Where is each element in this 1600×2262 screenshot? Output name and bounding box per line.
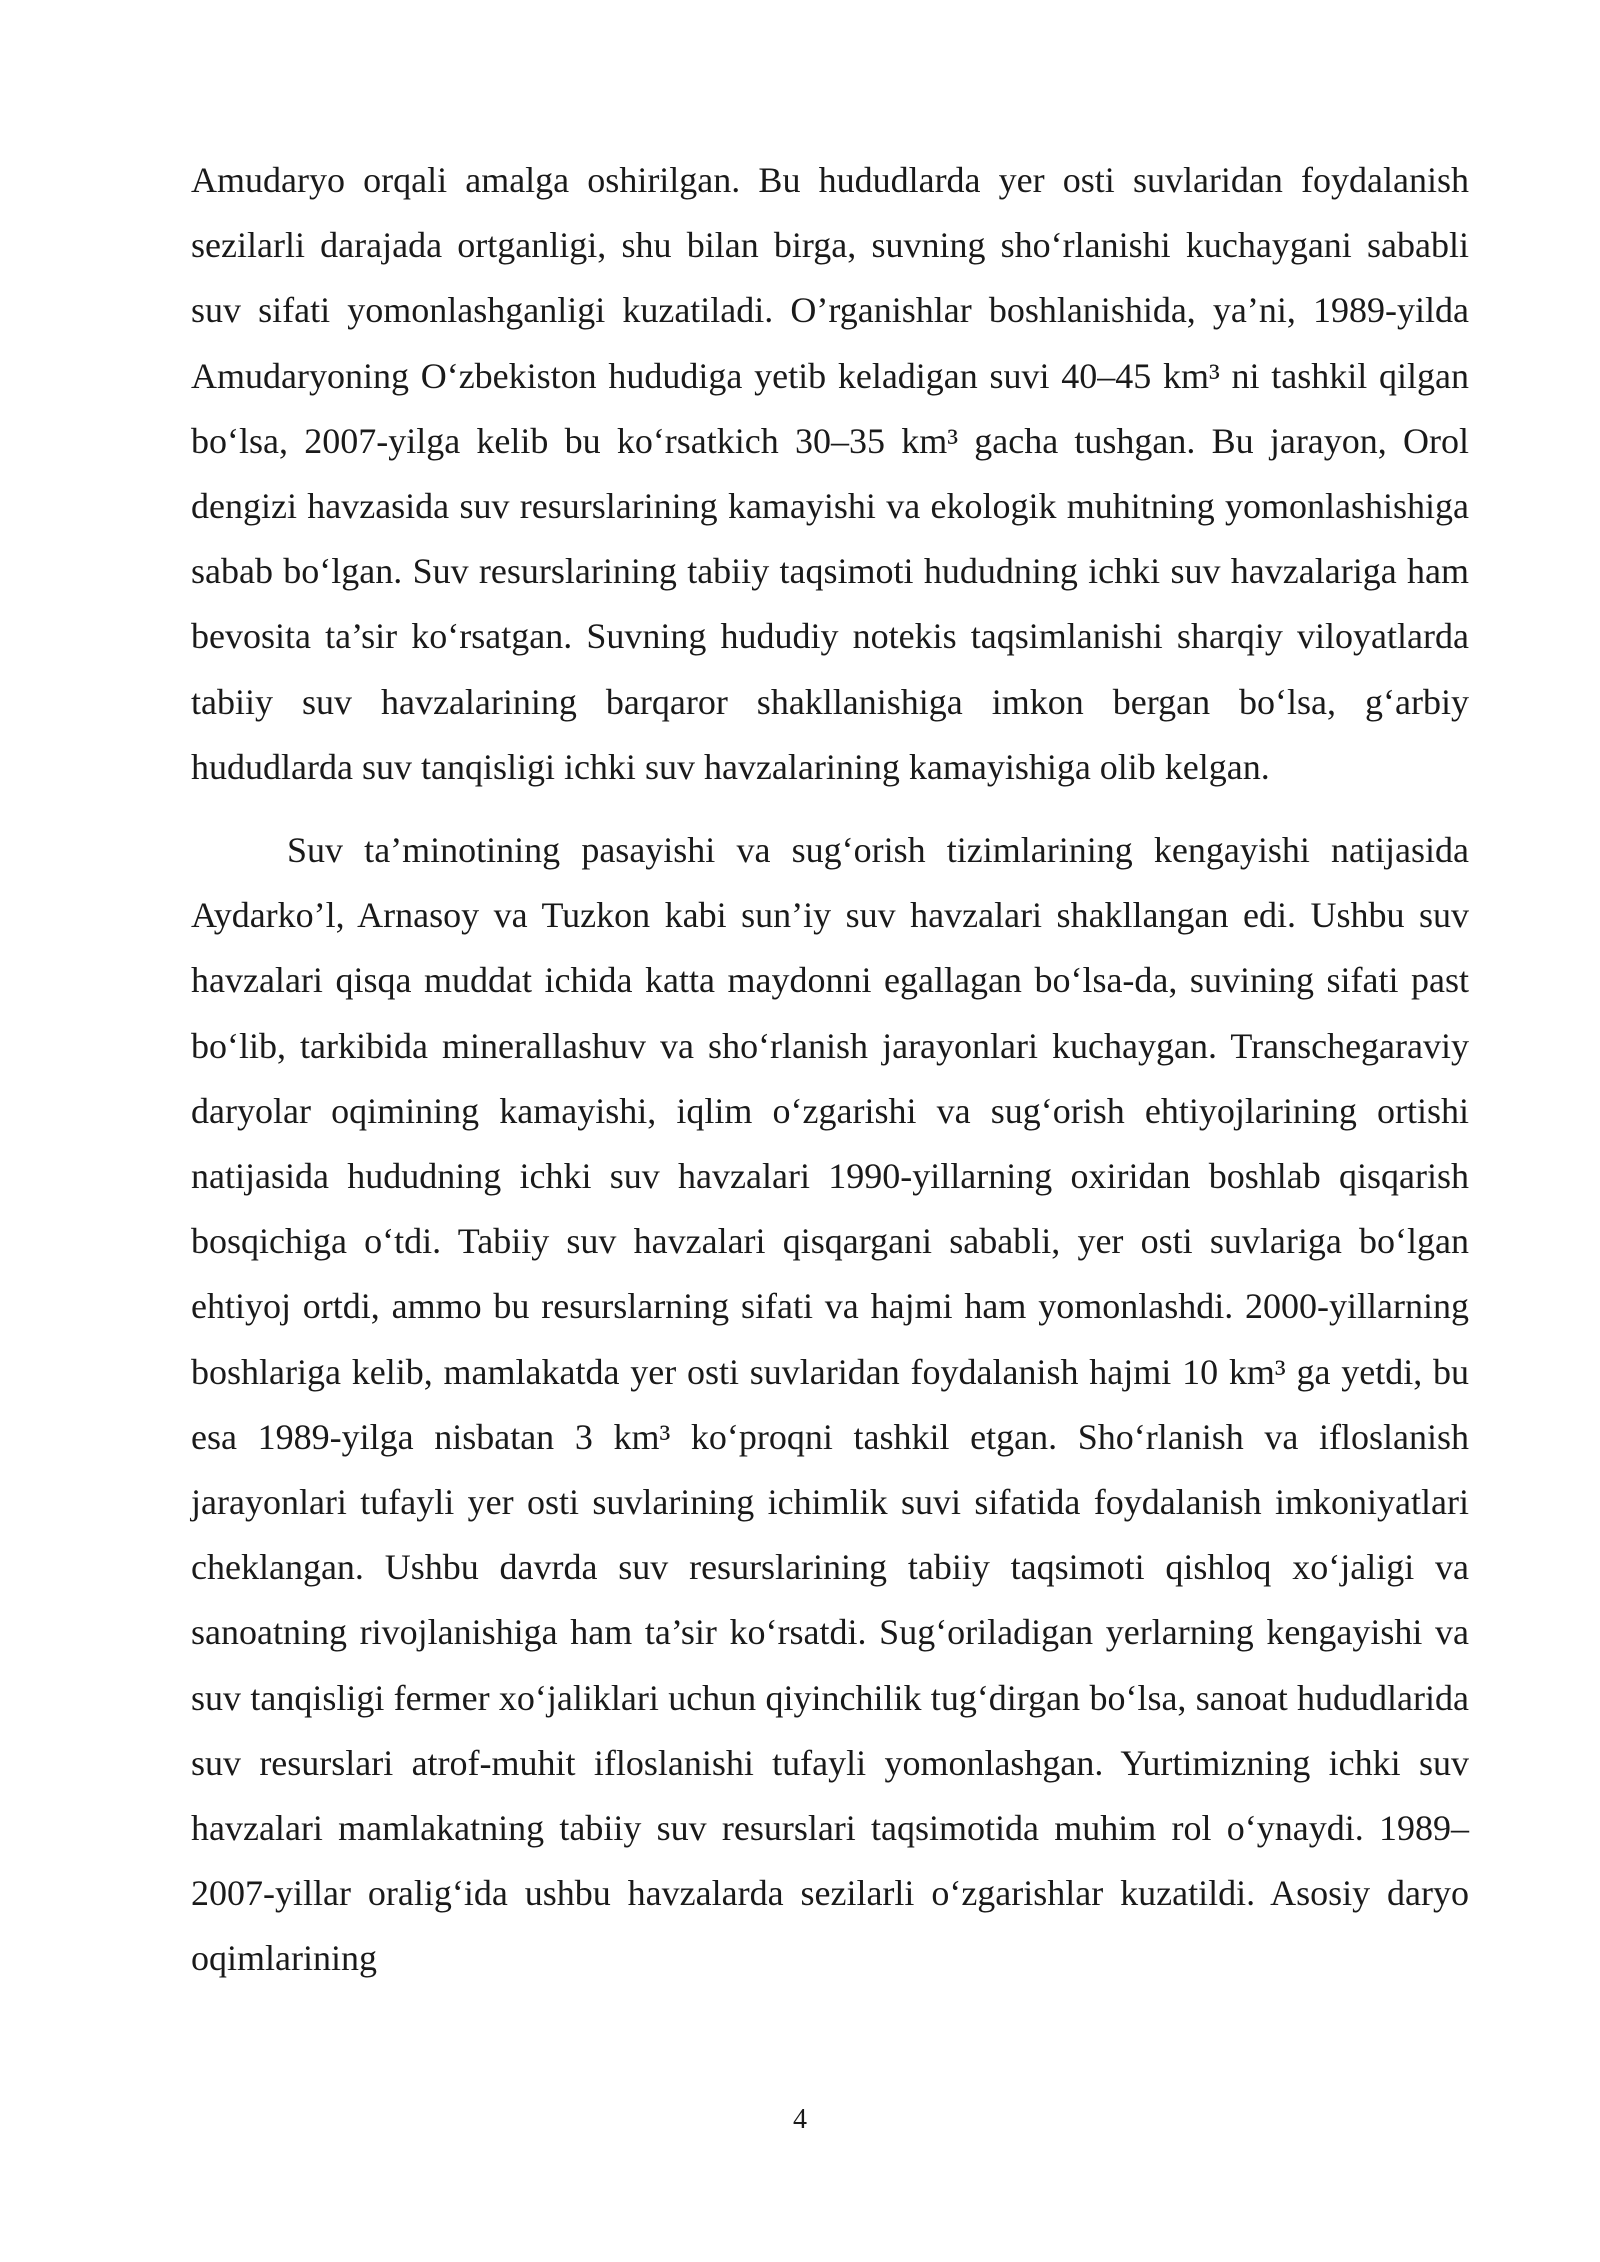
page-number: 4 [793, 2104, 807, 2135]
body-text [191, 148, 1469, 1992]
paragraph-2: Suv ta’minotining pasayishi va sug‘orish tizimlarining kengayishi natijasida Aydarko’l, Arnasoy va Tuzkon kabi sun’iy suv havzalari shakllangan edi. Ushbu suv havzalari qisqa muddat ichida katta maydonni egallagan bo‘lsa-da, suvining sifati past bo‘lib, tarkibida minerallashuv va sho‘rlanish jarayonlari kuchaygan. Transchegaraviy daryolar oqimining kamayishi, iqlim o‘zgarishi va sug‘orish ehtiyojlarining ortishi natijasida hududning ichki suv havzalari 1990-yillarning oxiridan boshlab qisqarish bosqichiga o‘tdi. Tabiiy suv havzalari qisqargani sababli, yer osti suvlariga bo‘lgan ehtiyoj ortdi, ammo bu resurslarning sifati va hajmi ham yomonlashdi. 2000-yillarning boshlariga kelib, mamlakatda yer osti suvlaridan foydalanish hajmi 10 km³ ga yetdi, bu esa 1989-yilga nisbatan 3 km³ ko‘proqni tashkil etgan. Sho‘rlanish va ifloslanish jarayonlari tufayli yer osti suvlarining ichimlik suvi sifatida foydalanish imkoniyatlari cheklangan. Ushbu davrda suv resurslarining tabiiy taqsimoti qishloq xo‘jaligi va sanoatning rivojlanishiga ham ta’sir ko‘rsatdi. Sug‘oriladigan yerlarning kengayishi va suv tanqisligi fermer xo‘jaliklari uchun qiyinchilik tug‘dirgan bo‘lsa, sanoat hududlarida suv resurslari atrof-muhit ifloslanishi tufayli yomonlashgan. Yurtimizning ichki suv havzalari mamlakatning tabiiy suv resurslari taqsimotida muhim rol o‘ynaydi. 1989–2007-yillar oralig‘ida ushbu havzalarda sezilarli o‘zgarishlar kuzatildi. Asosiy daryo oqimlarining [191, 830, 1469, 1979]
paragraph-1: Amudaryo orqali amalga oshirilgan. Bu hududlarda yer osti suvlaridan foydalanish sezilarli darajada ortganligi, shu bilan birga, suvning sho‘rlanishi kuchaygani sababli suv sifati yomonlashganligi kuzatiladi. O’rganishlar boshlanishida, ya’ni, 1989-yilda Amudaryoning O‘zbekiston hududiga yetib keladigan suvi 40–45 km³ ni tashkil qilgan bo‘lsa, 2007-yilga kelib bu ko‘rsatkich 30–35 km³ gacha tushgan. Bu jarayon, Orol dengizi havzasida suv resurslarining kamayishi va ekologik muhitning yomonlashishiga sabab bo‘lgan. Suv resurslarining tabiiy taqsimoti hududning ichki suv havzalariga ham bevosita ta’sir ko‘rsatgan. Suvning hududiy notekis taqsimlanishi sharqiy viloyatlarda tabiiy suv havzalarining barqaror shakllanishiga imkon bergan bo‘lsa, g‘arbiy hududlarda suv tanqisligi ichki suv havzalarining kamayishiga olib kelgan. [191, 160, 1469, 787]
